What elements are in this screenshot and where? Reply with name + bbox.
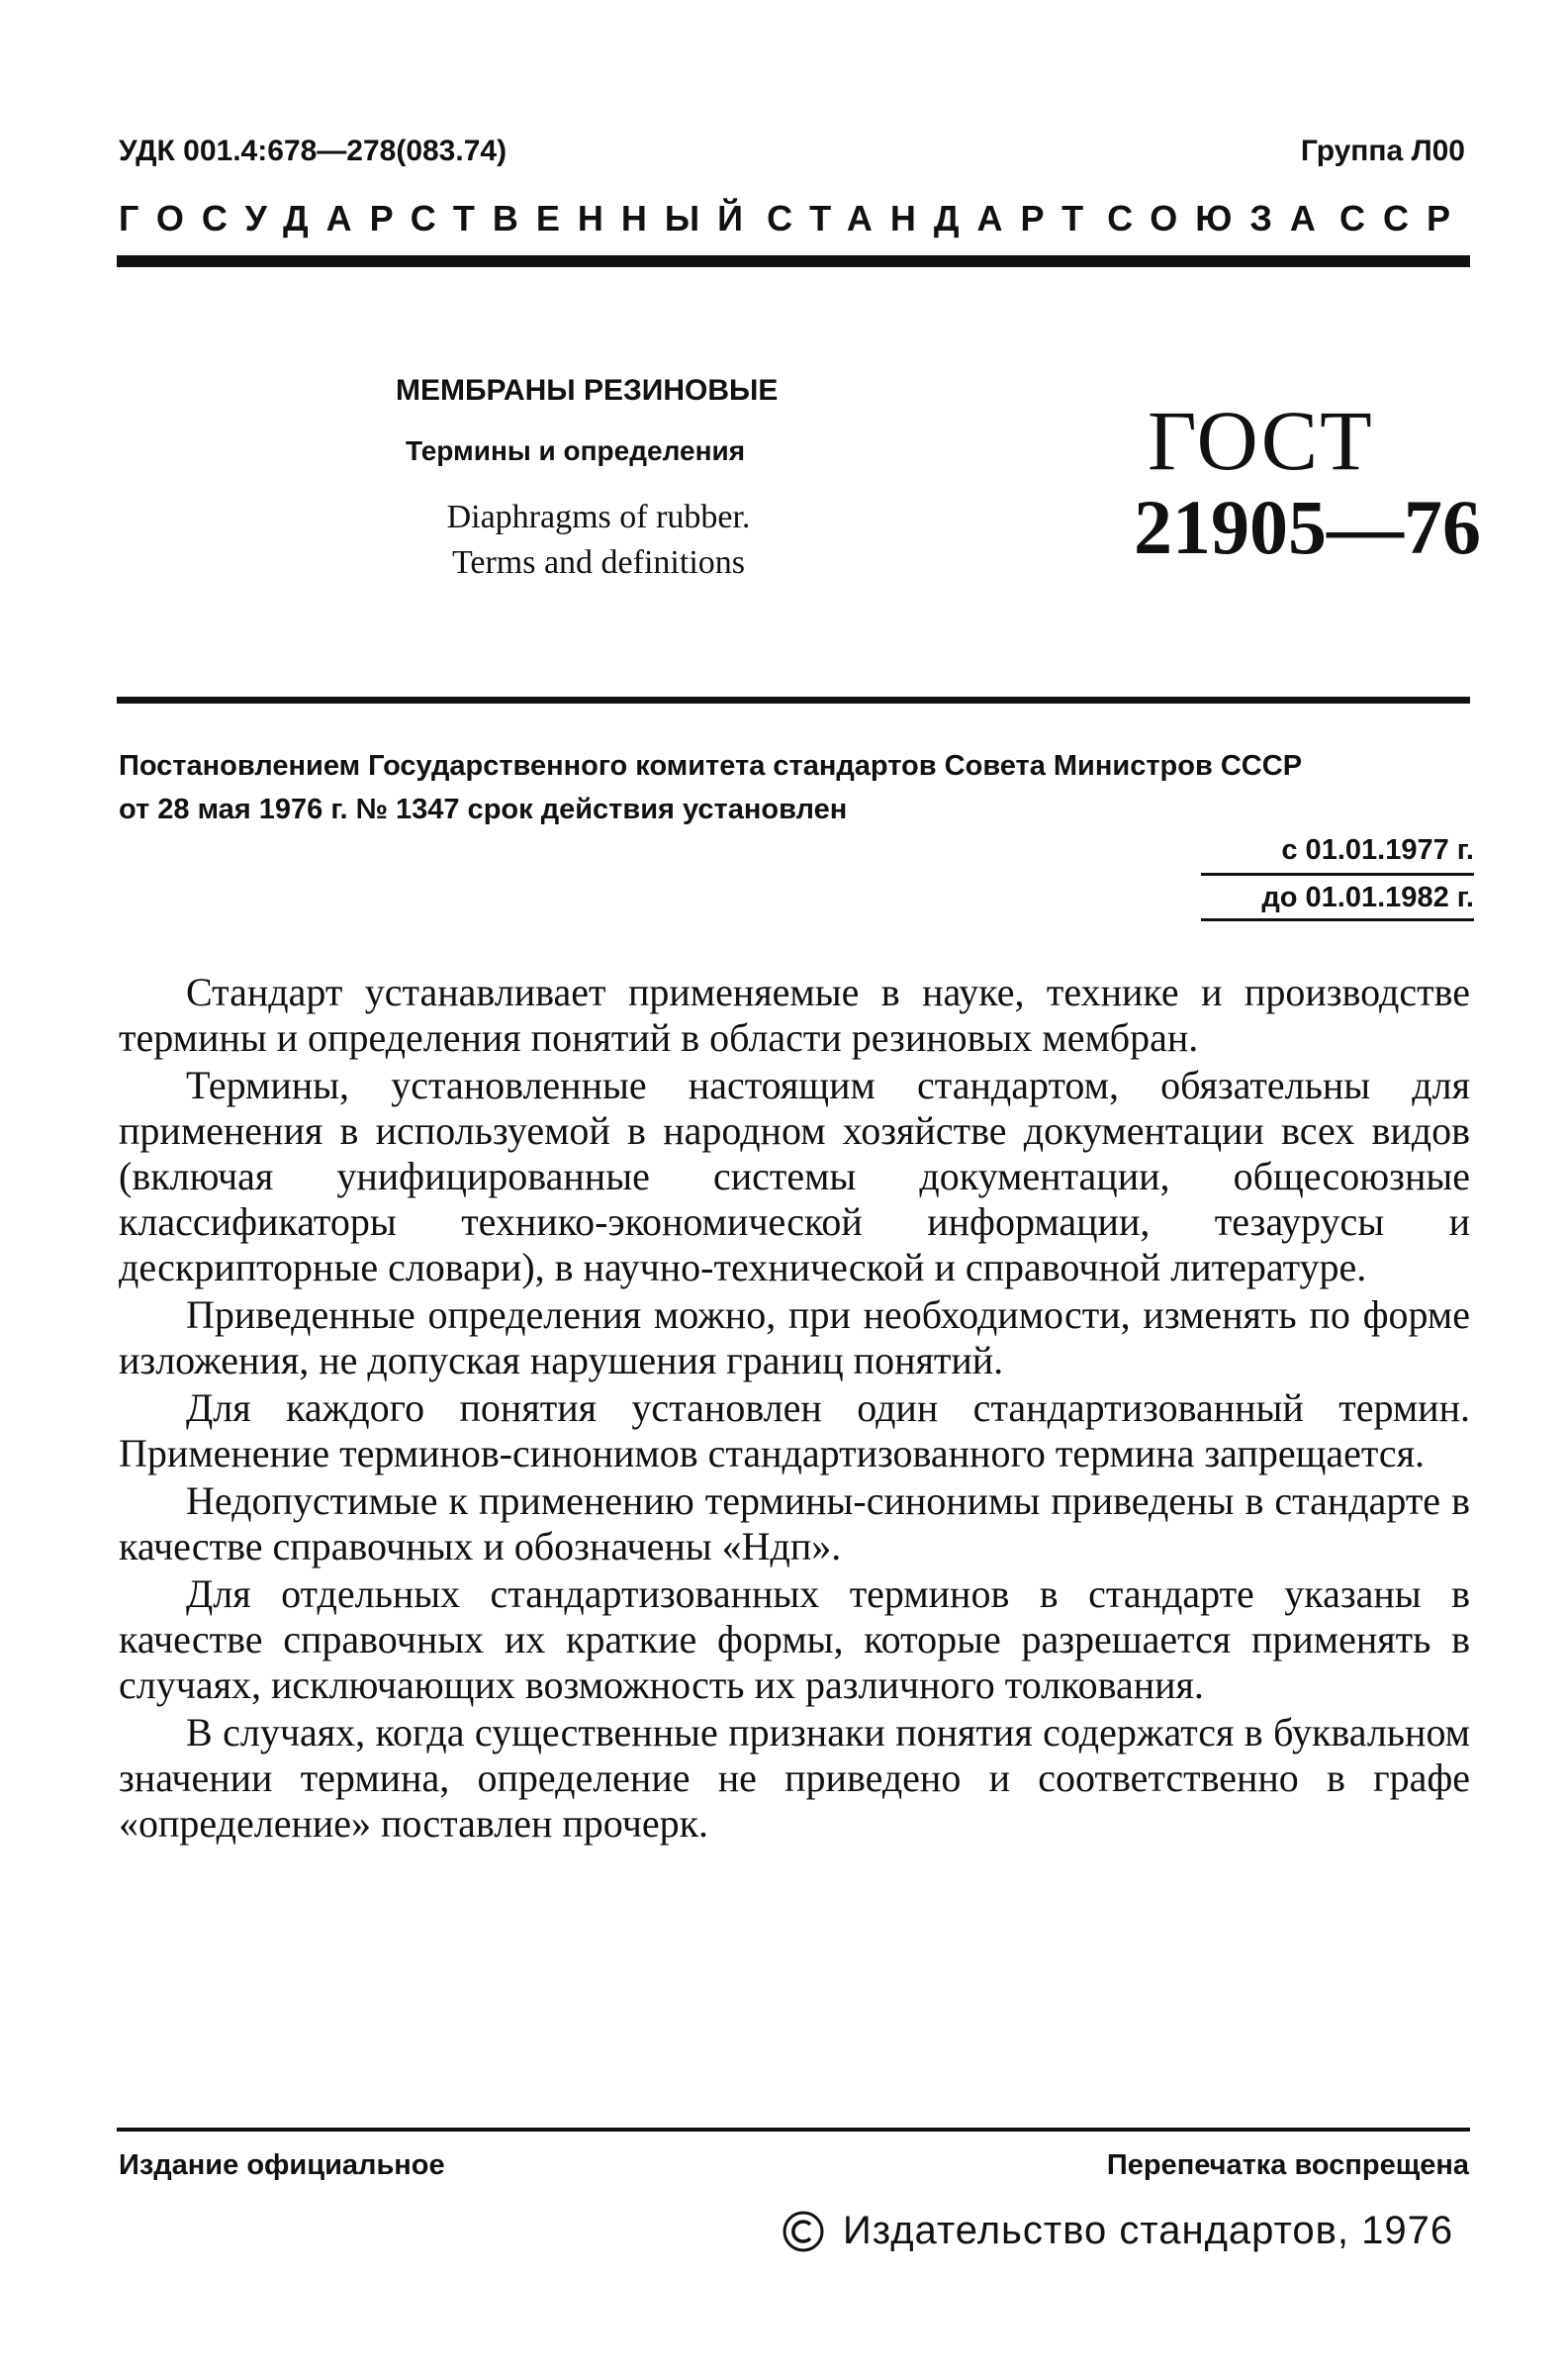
paragraph-3: Приведенные определения можно, при необходимости, изменять по форме изложения, не допуская нарушения границ понятий. xyxy=(119,1292,1470,1382)
gost-number: 21905—76 xyxy=(1134,484,1481,570)
body-text xyxy=(119,970,1470,1849)
decree-line-1: Постановлением Государственного комитета стандартов Совета Министров СССР xyxy=(119,750,1303,782)
validity-period xyxy=(1201,834,1474,921)
paragraph-2: Термины, установленные настоящим стандартом, обязательны для применения в используемой в народном хозяйстве документации всех видов (включая унифицированные системы документации, общесоюзные классификаторы технико-экономической информации, тезаурусы и дескрипторные словари), в научно-технической и справочной литературе. xyxy=(119,1063,1470,1289)
paragraph-7: В случаях, когда существенные признаки понятия содержатся в буквальном значении термина, определение не приведено и соответственно в графе «определение» поставлен прочерк. xyxy=(119,1710,1470,1846)
paragraph-5: Недопустимые к применению термины-синонимы приведены в стандарте в качестве справочных и обозначены «Ндп». xyxy=(119,1478,1470,1568)
valid-from: с 01.01.1977 г. xyxy=(1201,834,1474,876)
reprint-note: Перепечатка воспрещена xyxy=(1106,2149,1469,2181)
standard-word-1: ГОСУДАРСТВЕННЫЙ xyxy=(119,198,762,238)
group-code: Группа Л00 xyxy=(1300,135,1465,167)
english-title-line-1: Diaphragms of rubber. xyxy=(446,499,751,535)
title-rule xyxy=(117,697,1470,704)
edition-note: Издание официальное xyxy=(119,2149,445,2181)
state-standard-heading xyxy=(119,198,1468,239)
english-title xyxy=(376,495,821,586)
english-title-line-2: Terms and definitions xyxy=(451,544,745,581)
paragraph-4: Для каждого понятия установлен один стандартизованный термин. Применение терминов-синонимов стандартизованного термина запрещается. xyxy=(119,1385,1470,1475)
document-subtitle: Термины и определения xyxy=(406,435,746,466)
publisher-text: Издательство стандартов, 1976 xyxy=(843,2209,1454,2252)
header-rule xyxy=(117,255,1470,267)
standard-word-4: ССР xyxy=(1338,198,1468,238)
gost-label: ГОСТ xyxy=(1148,393,1374,488)
standard-word-3: СОЮЗА xyxy=(1107,198,1334,238)
copyright-icon xyxy=(782,2210,825,2253)
decree-line-2: от 28 мая 1976 г. № 1347 срок действия установлен xyxy=(119,794,848,825)
document-title: МЕМБРАНЫ РЕЗИНОВЫЕ xyxy=(396,374,779,407)
standard-word-2: СТАНДАРТ xyxy=(767,198,1102,238)
valid-to: до 01.01.1982 г. xyxy=(1201,876,1474,921)
decree-text xyxy=(119,744,1474,831)
footer-rule xyxy=(117,2128,1470,2132)
udk-code: УДК 001.4:678—278(083.74) xyxy=(119,135,507,167)
paragraph-6: Для отдельных стандартизованных терминов в стандарте указаны в качестве справочных их краткие формы, которые разрешается применять в случаях, исключающих возможность их различного толкования. xyxy=(119,1571,1470,1707)
publisher-line xyxy=(782,2209,1453,2253)
paragraph-1: Стандарт устанавливает применяемые в науке, технике и производстве термины и определения понятий в области резиновых мембран. xyxy=(119,970,1470,1060)
